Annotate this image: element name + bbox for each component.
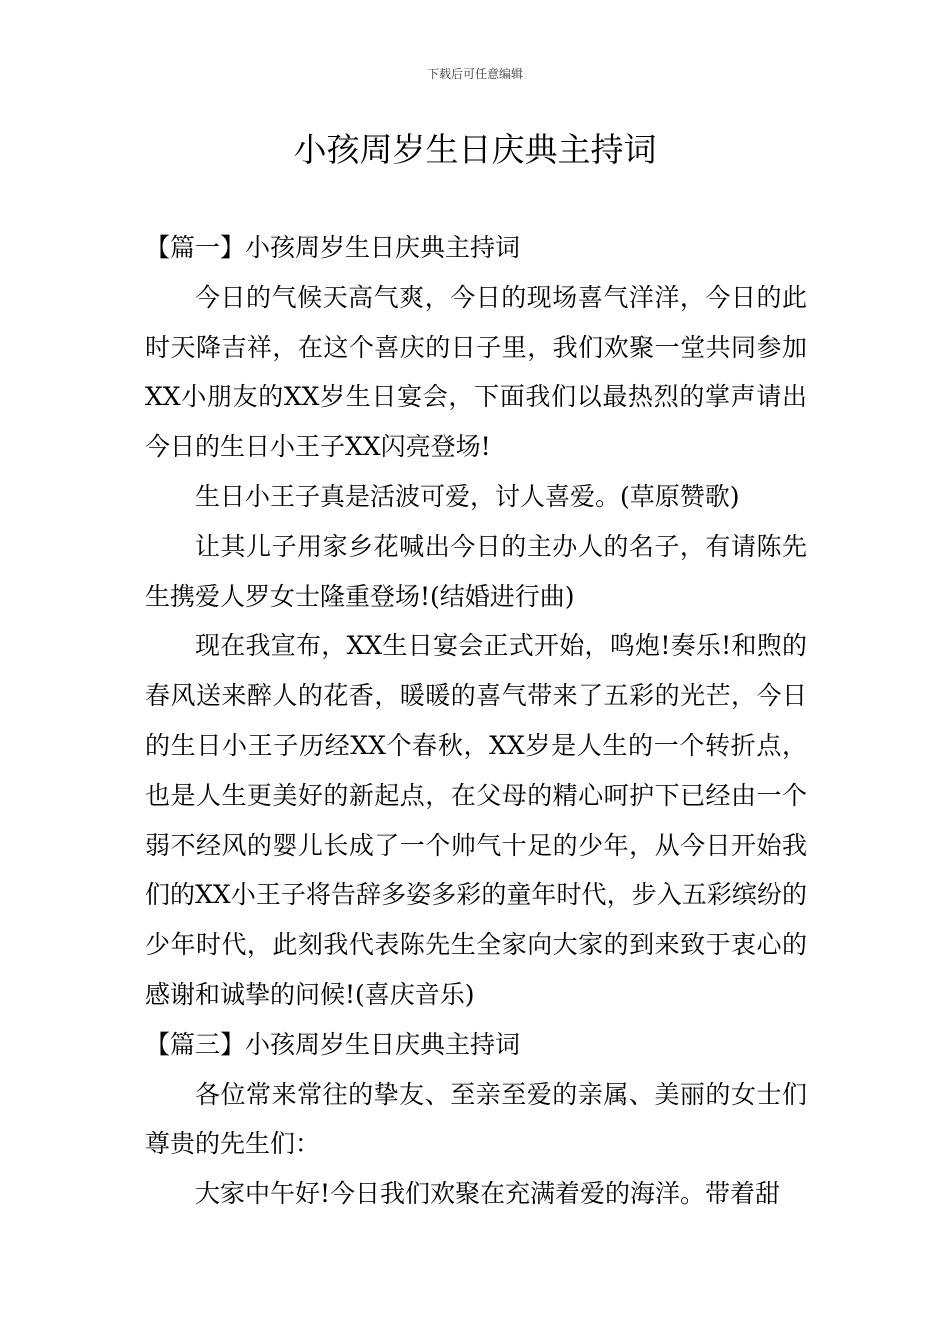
- section-heading-1: 【篇一】小孩周岁生日庆典主持词: [145, 233, 521, 262]
- paragraph: 让其儿子用家乡花喊出今日的主办人的名子，有请陈先生携爱人罗女士隆重登场!(结婚进行曲): [145, 531, 807, 611]
- paragraph: 大家中午好!今日我们欢聚在充满着爱的海洋。带着甜: [195, 1179, 781, 1209]
- document-body: [145, 223, 807, 1219]
- paragraph: 现在我宣布，XX生日宴会正式开始，鸣炮!奏乐!和煦的春风送来醉人的花香，暖暖的喜气带来了五彩的光芒，今日的生日小王子历经XX个春秋，XX岁是人生的一个转折点，也是人生更美好的新起点，在父母的精心呵护下已经由一个弱不经风的婴儿长成了一个帅气十足的少年，从今日开始我们的XX小王子将告辞多姿多彩的童年时代，步入五彩缤纷的少年时代，此刻我代表陈先生全家向大家的到来致于衷心的感谢和诚挚的问候!(喜庆音乐): [145, 631, 807, 1009]
- paragraph: 各位常来常往的挚友、至亲至爱的亲属、美丽的女士们尊贵的先生们：: [145, 1079, 807, 1159]
- section-heading-3: 【篇三】小孩周岁生日庆典主持词: [145, 1029, 521, 1059]
- header-note: 下载后可任意编辑: [426, 67, 523, 81]
- paragraph: 生日小王子真是活波可爱，讨人喜爱。(草原赞歌): [195, 481, 740, 511]
- document-title: 小孩周岁生日庆典主持词: [293, 130, 657, 169]
- paragraph: 今日的气候天高气爽，今日的现场喜气洋洋，今日的此时天降吉祥，在这个喜庆的日子里，我们欢聚一堂共同参加XX小朋友的XX岁生日宴会，下面我们以最热烈的掌声请出今日的生日小王子XX闪亮登场!: [145, 282, 807, 462]
